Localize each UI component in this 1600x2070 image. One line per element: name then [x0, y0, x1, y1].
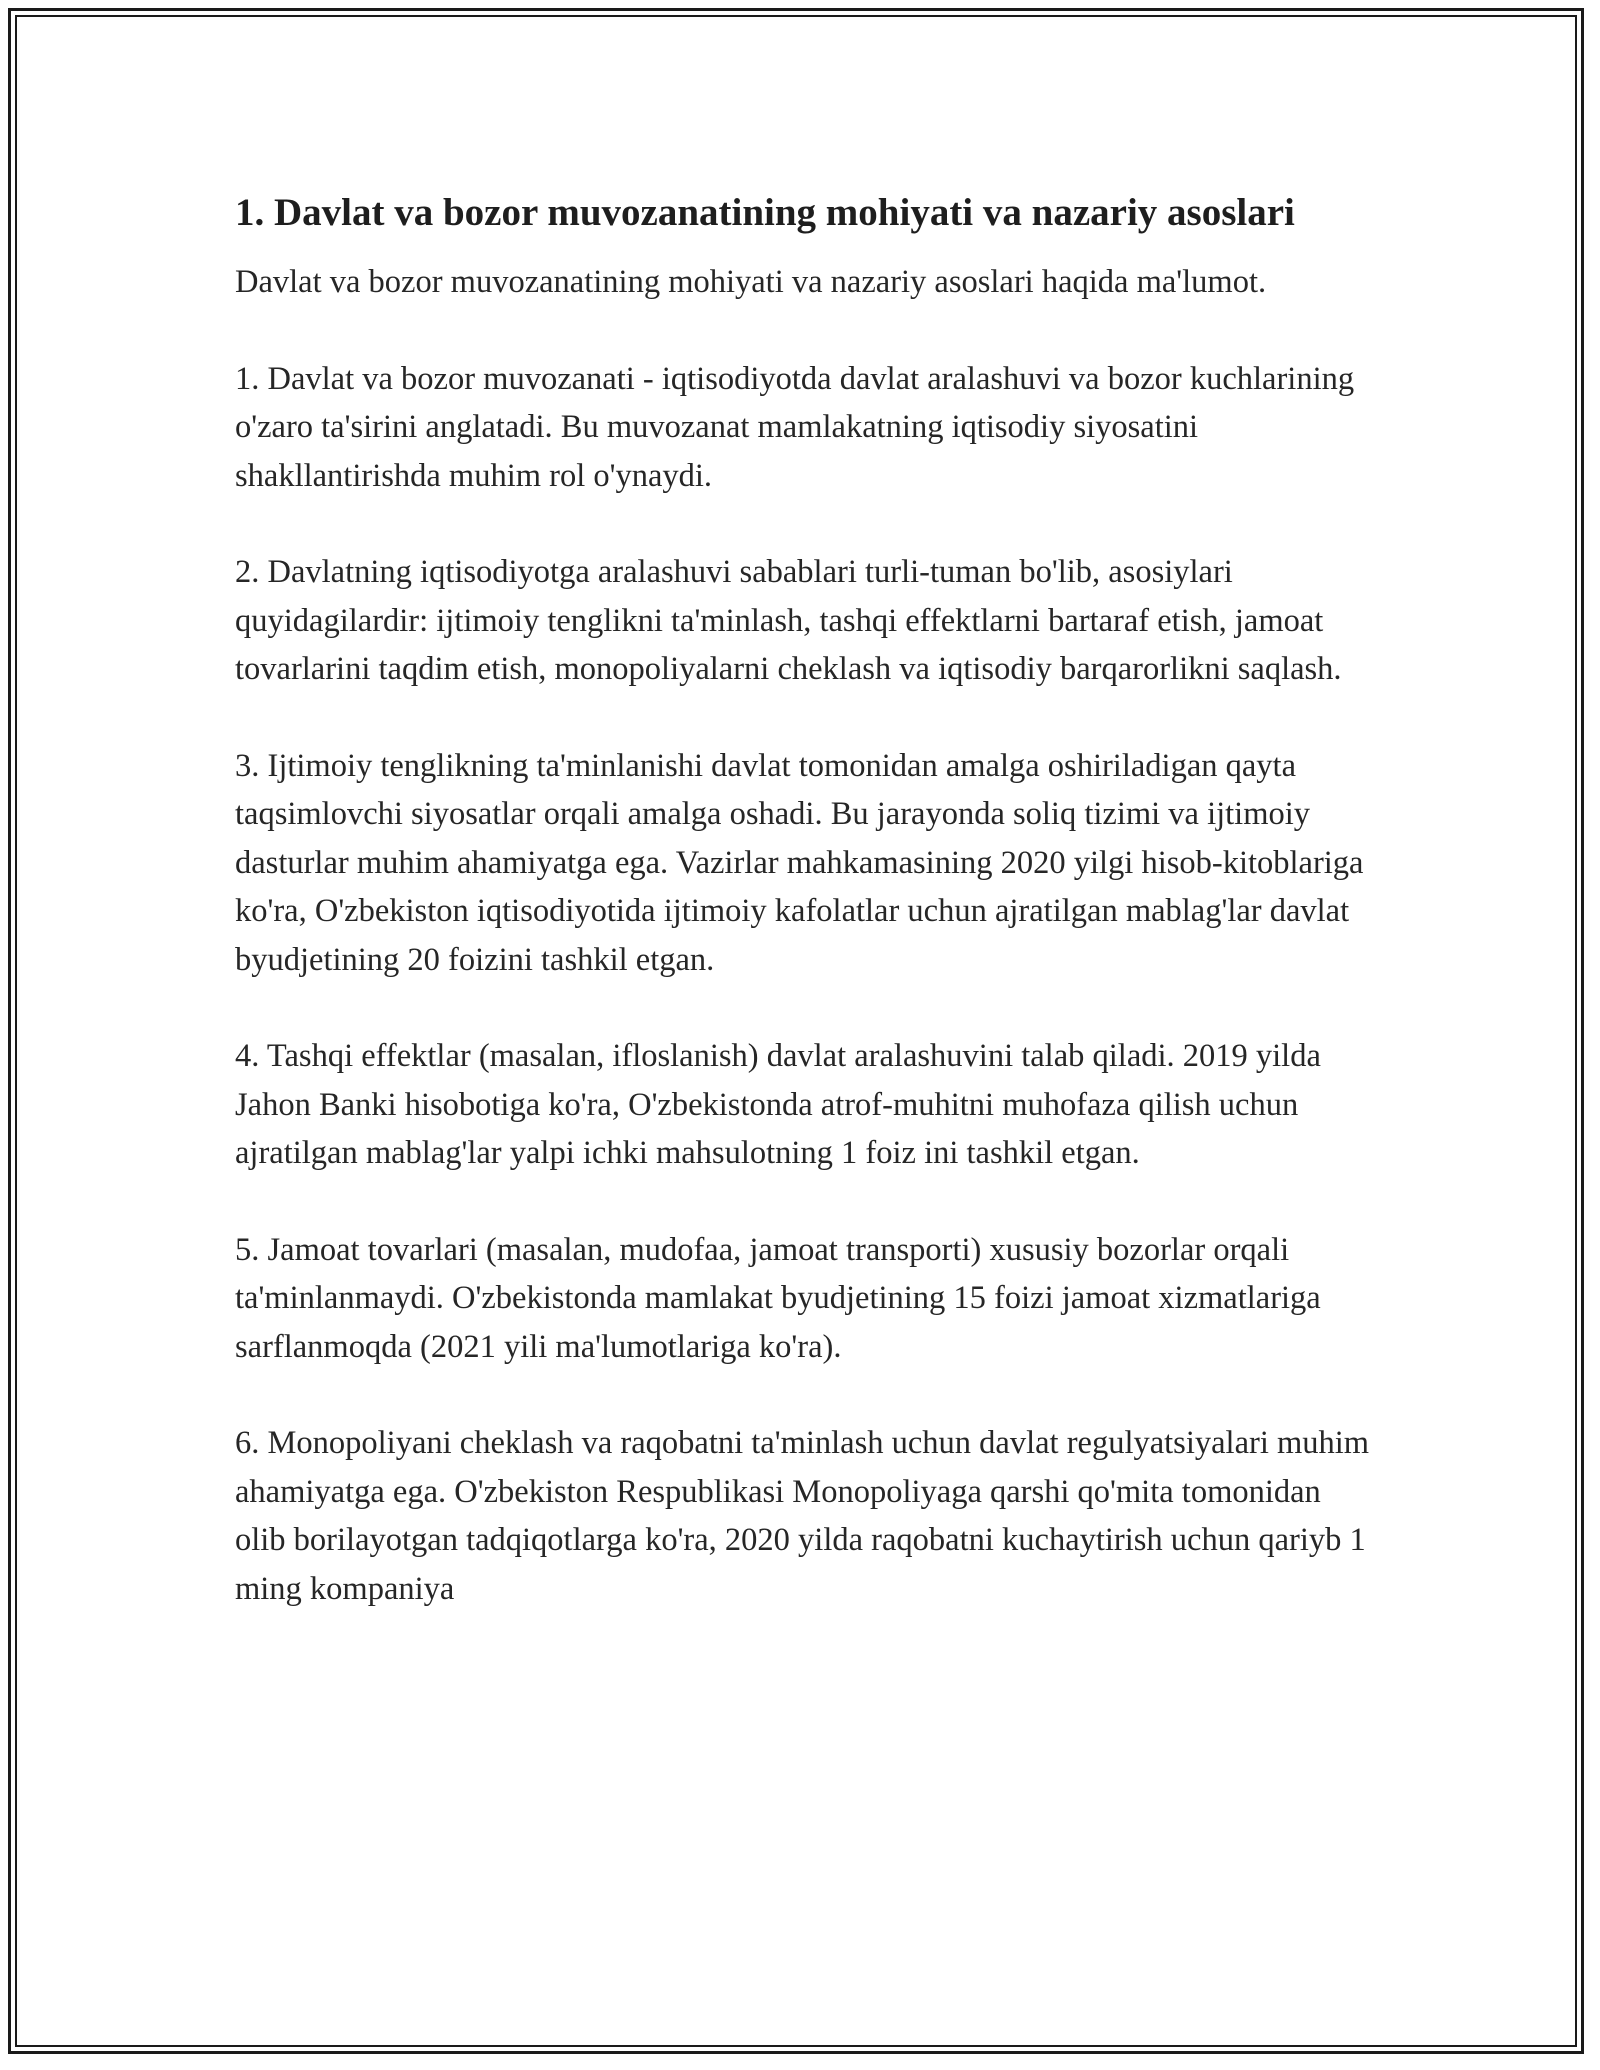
paragraph-6: 6. Monopoliyani cheklash va raqobatni ta'minlash uchun davlat regulyatsiyalari muhim ahamiyatga ega. O'zbekiston Respublikasi Monopoliyaga qarshi qo'mita tomonidan olib borilayotgan tadqiqotlarga ko'ra, 2020 yilda raqobatni kuchaytirish uchun qariyb 1 ming kompaniya	[235, 1425, 1370, 1607]
section-title: 1. Davlat va bozor muvozanatining mohiyati va nazariy asoslari	[235, 191, 1295, 234]
paragraph-5: 5. Jamoat tovarlari (masalan, mudofaa, jamoat transporti) xususiy bozorlar orqali ta'minlanmaydi. O'zbekistonda mamlakat byudjetining 15 foizi jamoat xizmatlariga sarflanmoqda (2021 yili ma'lumotlariga ko'ra).	[235, 1231, 1321, 1365]
paragraph-3: 3. Ijtimoiy tenglikning ta'minlanishi davlat tomonidan amalga oshiriladigan qayta taqsimlovchi siyosatlar orqali amalga oshadi. Bu jarayonda soliq tizimi va ijtimoiy dasturlar muhim ahamiyatga ega. Vazirlar mahkamasining 2020 yilgi hisob-kitoblariga ko'ra, O'zbekiston iqtisodiyotida ijtimoiy kafolatlar uchun ajratilgan mablag'lar davlat byudjetining 20 foizini tashkil etgan.	[235, 747, 1364, 978]
paragraph-4: 4. Tashqi effektlar (masalan, ifloslanish) davlat aralashuvini talab qiladi. 2019 yilda Jahon Banki hisobotiga ko'ra, O'zbekistonda atrof-muhitni muhofaza qilish uchun ajratilgan mablag'lar yalpi ichki mahsulotning 1 foiz ini tashkil etgan.	[235, 1038, 1321, 1171]
intro-paragraph: Davlat va bozor muvozanatining mohiyati va nazariy asoslari haqida ma'lumot.	[235, 264, 1267, 300]
document-body	[235, 185, 1375, 1661]
paragraph-2: 2. Davlatning iqtisodiyotga aralashuvi sabablari turli-tuman bo'lib, asosiylari quyidagilardir: ijtimoiy tenglikni ta'minlash, tashqi effektlarni bartaraf etish, jamoat tovarlarini taqdim etish, monopoliyalarni cheklash va iqtisodiy barqarorlikni saqlash.	[235, 554, 1342, 687]
paragraph-1: 1. Davlat va bozor muvozanati - iqtisodiyotda davlat aralashuvi va bozor kuchlarining o'zaro ta'sirini anglatadi. Bu muvozanat mamlakatning iqtisodiy siyosatini shakllantirishda muhim rol o'ynaydi.	[235, 360, 1355, 494]
